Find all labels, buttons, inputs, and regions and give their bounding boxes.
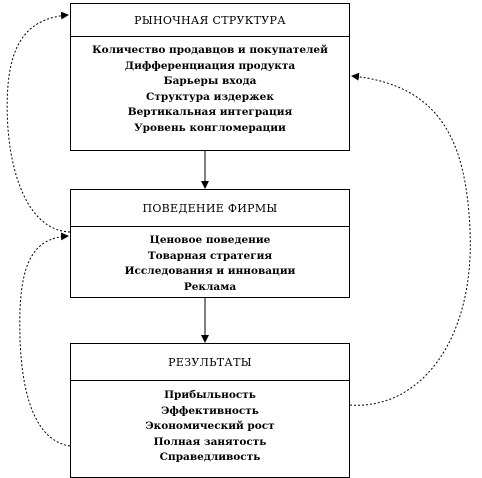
list-item: Экономический рост <box>145 420 275 432</box>
feedback-results-to-structure <box>350 76 470 405</box>
list-item: Прибыльность <box>164 389 256 401</box>
list-item: Дифференциация продукта <box>124 59 296 72</box>
list-item: Справедливость <box>159 451 261 463</box>
list-item: Товарная стратегия <box>147 249 273 262</box>
results-title: РЕЗУЛЬТАТЫ <box>71 344 349 381</box>
firm-behavior-box <box>70 189 350 298</box>
list-item: Вертикальная интеграция <box>127 106 293 118</box>
list-item: Уровень конгломерации <box>134 121 286 134</box>
list-item: Структура издержек <box>146 90 274 103</box>
results-items <box>71 381 349 466</box>
firm-behavior-title: ПОВЕДЕНИЕ ФИРМЫ <box>71 190 349 227</box>
list-item: Эффективность <box>161 404 259 417</box>
market-structure-items <box>71 37 349 136</box>
list-item: Полная занятость <box>153 435 267 448</box>
list-item: Барьеры входа <box>163 75 257 87</box>
list-item: Количество продавцов и покупателей <box>92 44 328 56</box>
results-box <box>70 343 350 478</box>
feedback-results-to-behavior <box>20 236 70 446</box>
list-item: Ценовое поведение <box>149 234 271 246</box>
list-item: Исследования и инновации <box>124 265 296 277</box>
feedback-behavior-to-structure <box>7 15 70 232</box>
market-structure-title: РЫНОЧНАЯ СТРУКТУРА <box>71 4 349 37</box>
firm-behavior-items <box>71 227 349 295</box>
market-structure-box <box>70 3 350 151</box>
list-item: Реклама <box>183 280 237 293</box>
